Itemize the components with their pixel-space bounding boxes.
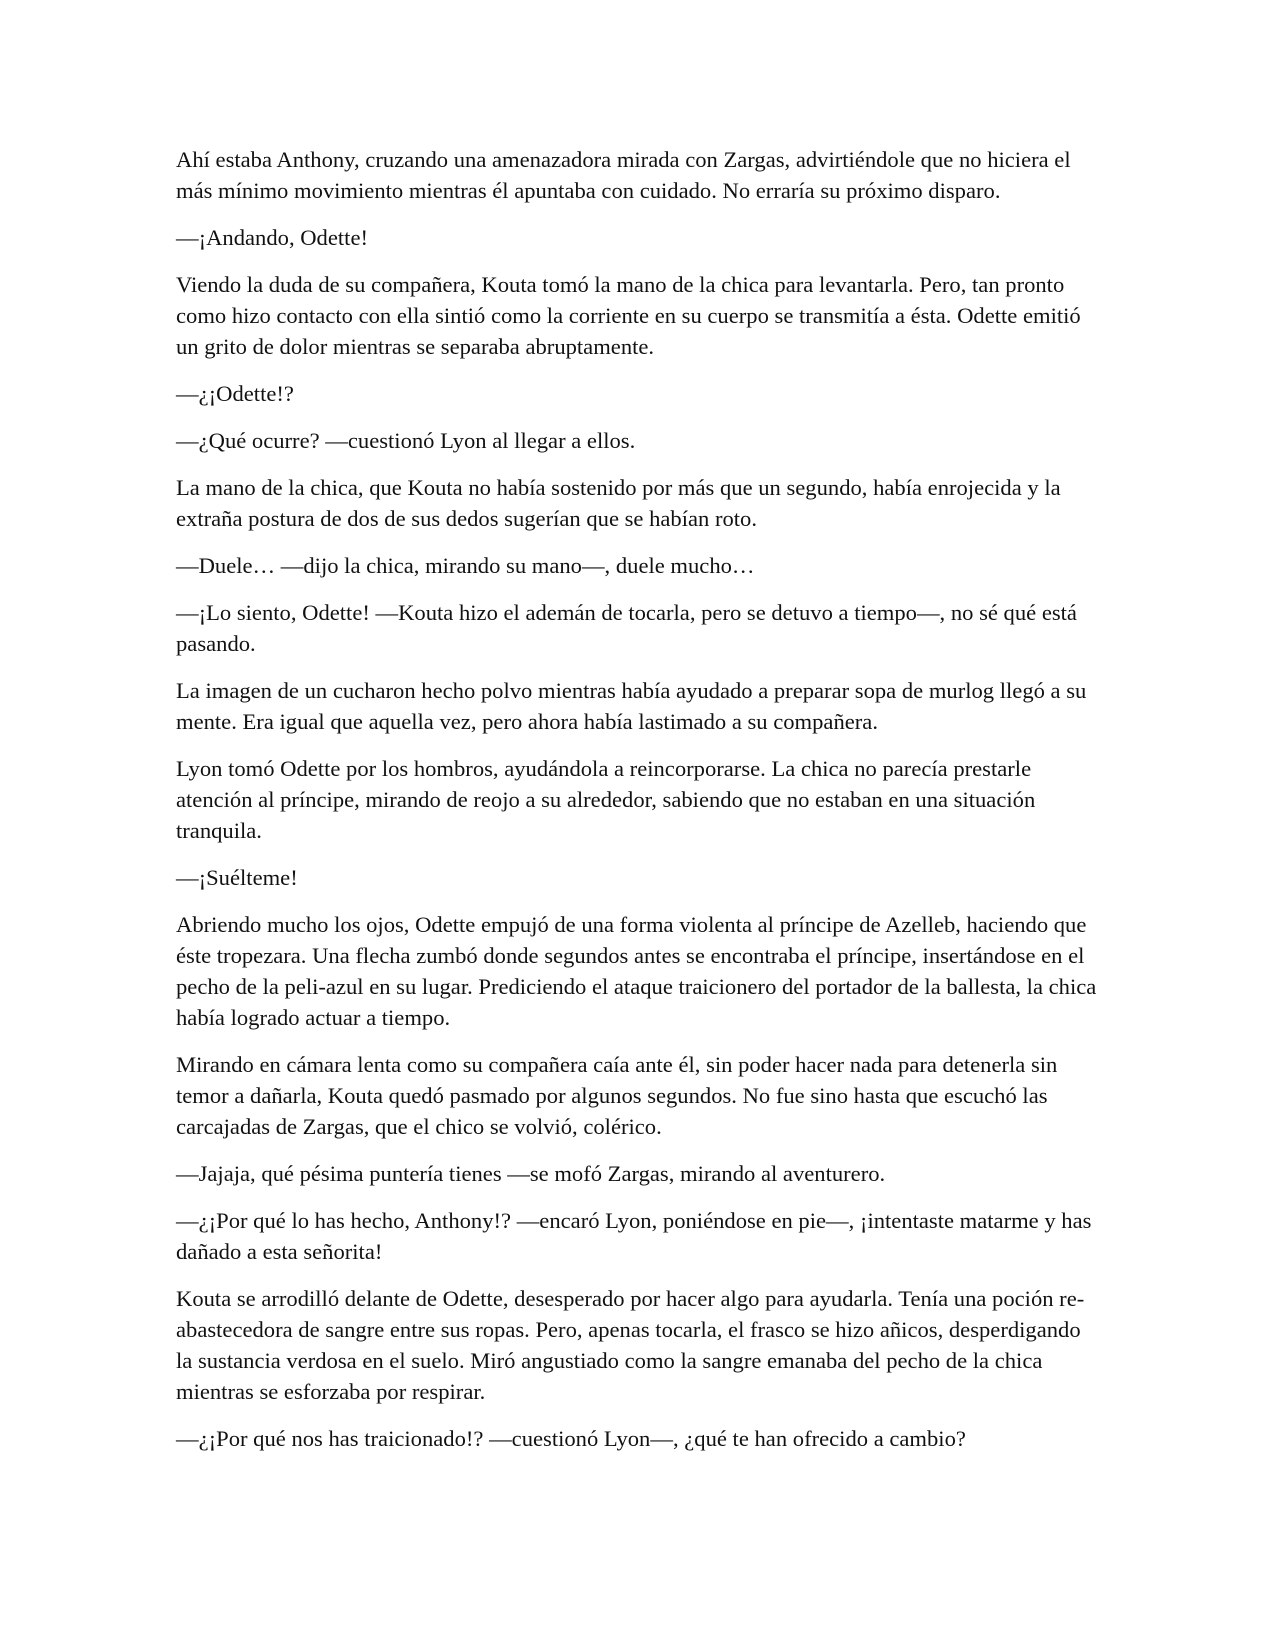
paragraph-16: Kouta se arrodilló delante de Odette, desesperado por hacer algo para ayudarla. Tenía una poción re-abastecedora de sangre entre sus ropas. Pero, apenas tocarla, el frasco se hizo añicos, desperdigando la sustancia verdosa en el suelo. Miró angustiado como la sangre emanaba del pecho de la chica mientras se esforzaba por respirar.: [176, 1286, 1085, 1404]
paragraph-14: —Jajaja, qué pésima puntería tienes —se mofó Zargas, mirando al aventurero.: [176, 1161, 886, 1186]
paragraph-15: —¿¡Por qué lo has hecho, Anthony!? —encaró Lyon, poniéndose en pie—, ¡intentaste matarme y has dañado a esta señorita!: [176, 1208, 1092, 1264]
document-page: [176, 144, 1100, 1470]
paragraph-8: —¡Lo siento, Odette! —Kouta hizo el ademán de tocarla, pero se detuvo a tiempo—, no sé qué está pasando.: [176, 600, 1077, 656]
paragraph-10: Lyon tomó Odette por los hombros, ayudándola a reincorporarse. La chica no parecía prestarle atención al príncipe, mirando de reojo a su alrededor, sabiendo que no estaban en una situación tranquila.: [176, 756, 1036, 843]
paragraph-2: —¡Andando, Odette!: [176, 225, 368, 250]
paragraph-5: —¿Qué ocurre? —cuestionó Lyon al llegar a ellos.: [176, 428, 636, 453]
paragraph-1: Ahí estaba Anthony, cruzando una amenazadora mirada con Zargas, advirtiéndole que no hiciera el más mínimo movimiento mientras él apuntaba con cuidado. No erraría su próximo disparo.: [176, 147, 1071, 203]
paragraph-3: Viendo la duda de su compañera, Kouta tomó la mano de la chica para levantarla. Pero, tan pronto como hizo contacto con ella sintió como la corriente en su cuerpo se transmitía a ésta. Odette emitió un grito de dolor mientras se separaba abruptamente.: [176, 272, 1081, 359]
paragraph-12: Abriendo mucho los ojos, Odette empujó de una forma violenta al príncipe de Azelleb, haciendo que éste tropezara. Una flecha zumbó donde segundos antes se encontraba el príncipe, insertándose en el pecho de la peli-azul en su lugar. Prediciendo el ataque traicionero del portador de la ballesta, la chica había logrado actuar a tiempo.: [176, 912, 1097, 1030]
paragraph-11: —¡Suélteme!: [176, 865, 298, 890]
paragraph-4: —¿¡Odette!?: [176, 381, 294, 406]
paragraph-6: La mano de la chica, que Kouta no había sostenido por más que un segundo, había enrojecida y la extraña postura de dos de sus dedos sugerían que se habían roto.: [176, 475, 1061, 531]
paragraph-9: La imagen de un cucharon hecho polvo mientras había ayudado a preparar sopa de murlog llegó a su mente. Era igual que aquella vez, pero ahora había lastimado a su compañera.: [176, 678, 1087, 734]
paragraph-17: —¿¡Por qué nos has traicionado!? —cuestionó Lyon—, ¿qué te han ofrecido a cambio?: [176, 1426, 966, 1451]
paragraph-7: —Duele… —dijo la chica, mirando su mano—, duele mucho…: [176, 553, 755, 578]
paragraph-13: Mirando en cámara lenta como su compañera caía ante él, sin poder hacer nada para detenerla sin temor a dañarla, Kouta quedó pasmado por algunos segundos. No fue sino hasta que escuchó las carcajadas de Zargas, que el chico se volvió, colérico.: [176, 1052, 1058, 1139]
